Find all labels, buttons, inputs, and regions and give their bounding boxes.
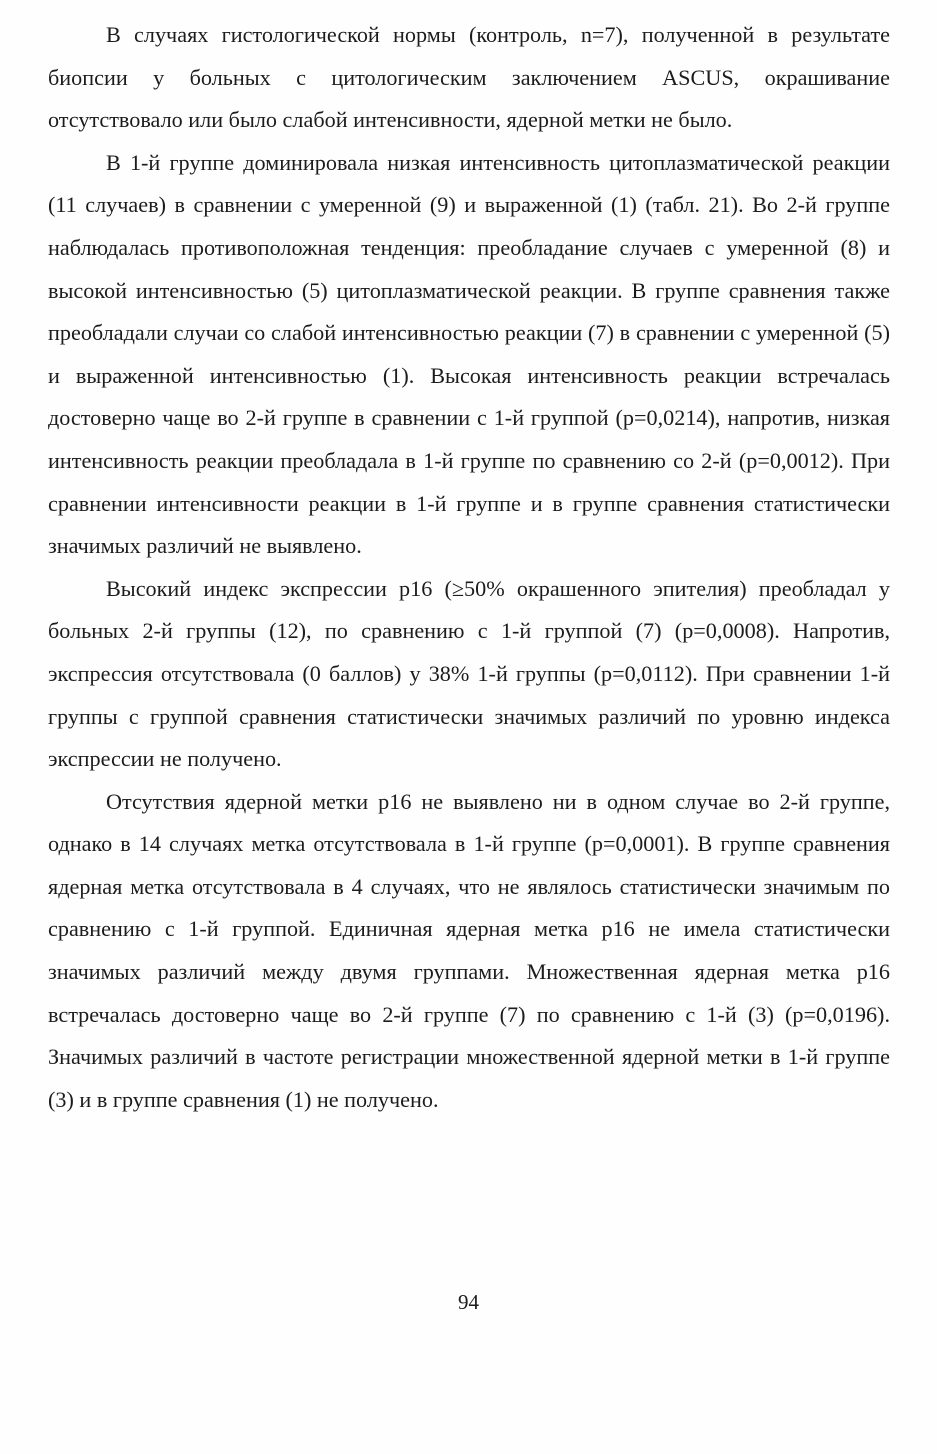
paragraph-histology-norm: В случаях гистологической нормы (контроль, n=7), полученной в результате биопсии у больных с цитологическим заключением ASCUS, окрашивание отсутствовало или было слабой интенсивности, ядерной метки не было. [48, 22, 890, 133]
body-text [48, 14, 890, 1121]
page-number: 94 [458, 1290, 479, 1314]
paragraph-nuclear-label: Отсутствия ядерной метки p16 не выявлено ни в одном случае во 2-й группе, однако в 14 случаях метка отсутствовала в 1-й группе (p=0,0001). В группе сравнения ядерная метка отсутствовала в 4 случаях, что не являлось статистически значимым по сравнению с 1-й группой. Единичная ядерная метка p16 не имела статистически значимых различий между двумя группами. Множественная ядерная метка p16 встречалась достоверно чаще во 2-й группе (7) по сравнению с 1-й (3) (p=0,0196). Значимых различий в частоте регистрации множественной ядерной метки в 1-й группе (3) и в группе сравнения (1) не получено. [48, 788, 890, 1112]
paragraph-expression-index: Высокий индекс экспрессии p16 (≥50% окрашенного эпителия) преобладал у больных 2-й группы (12), по сравнению с 1-й группой (7) (p=0,0008). Напротив, экспрессия отсутствовала (0 баллов) у 38% 1-й группы (p=0,0112). При сравнении 1-й группы с группой сравнения статистически значимых различий по уровню индекса экспрессии не получено. [48, 575, 890, 772]
paragraph-reaction-intensity: В 1-й группе доминировала низкая интенсивность цитоплазматической реакции (11 случаев) в сравнении с умеренной (9) и выраженной (1) (табл. 21). Во 2-й группе наблюдалась противоположная тенденция: преобладание случаев с умеренной (8) и высокой интенсивностью (5) цитоплазматической реакции. В группе сравнения также преобладали случаи со слабой интенсивностью реакции (7) в сравнении с умеренной (5) и выраженной интенсивностью (1). Высокая интенсивность реакции встречалась достоверно чаще во 2-й группе в сравнении с 1-й группой (p=0,0214), напротив, низкая интенсивность реакции преобладала в 1-й группе по сравнению со 2-й (p=0,0012). При сравнении интенсивности реакции в 1-й группе и в группе сравнения статистически значимых различий не выявлено. [48, 149, 890, 559]
